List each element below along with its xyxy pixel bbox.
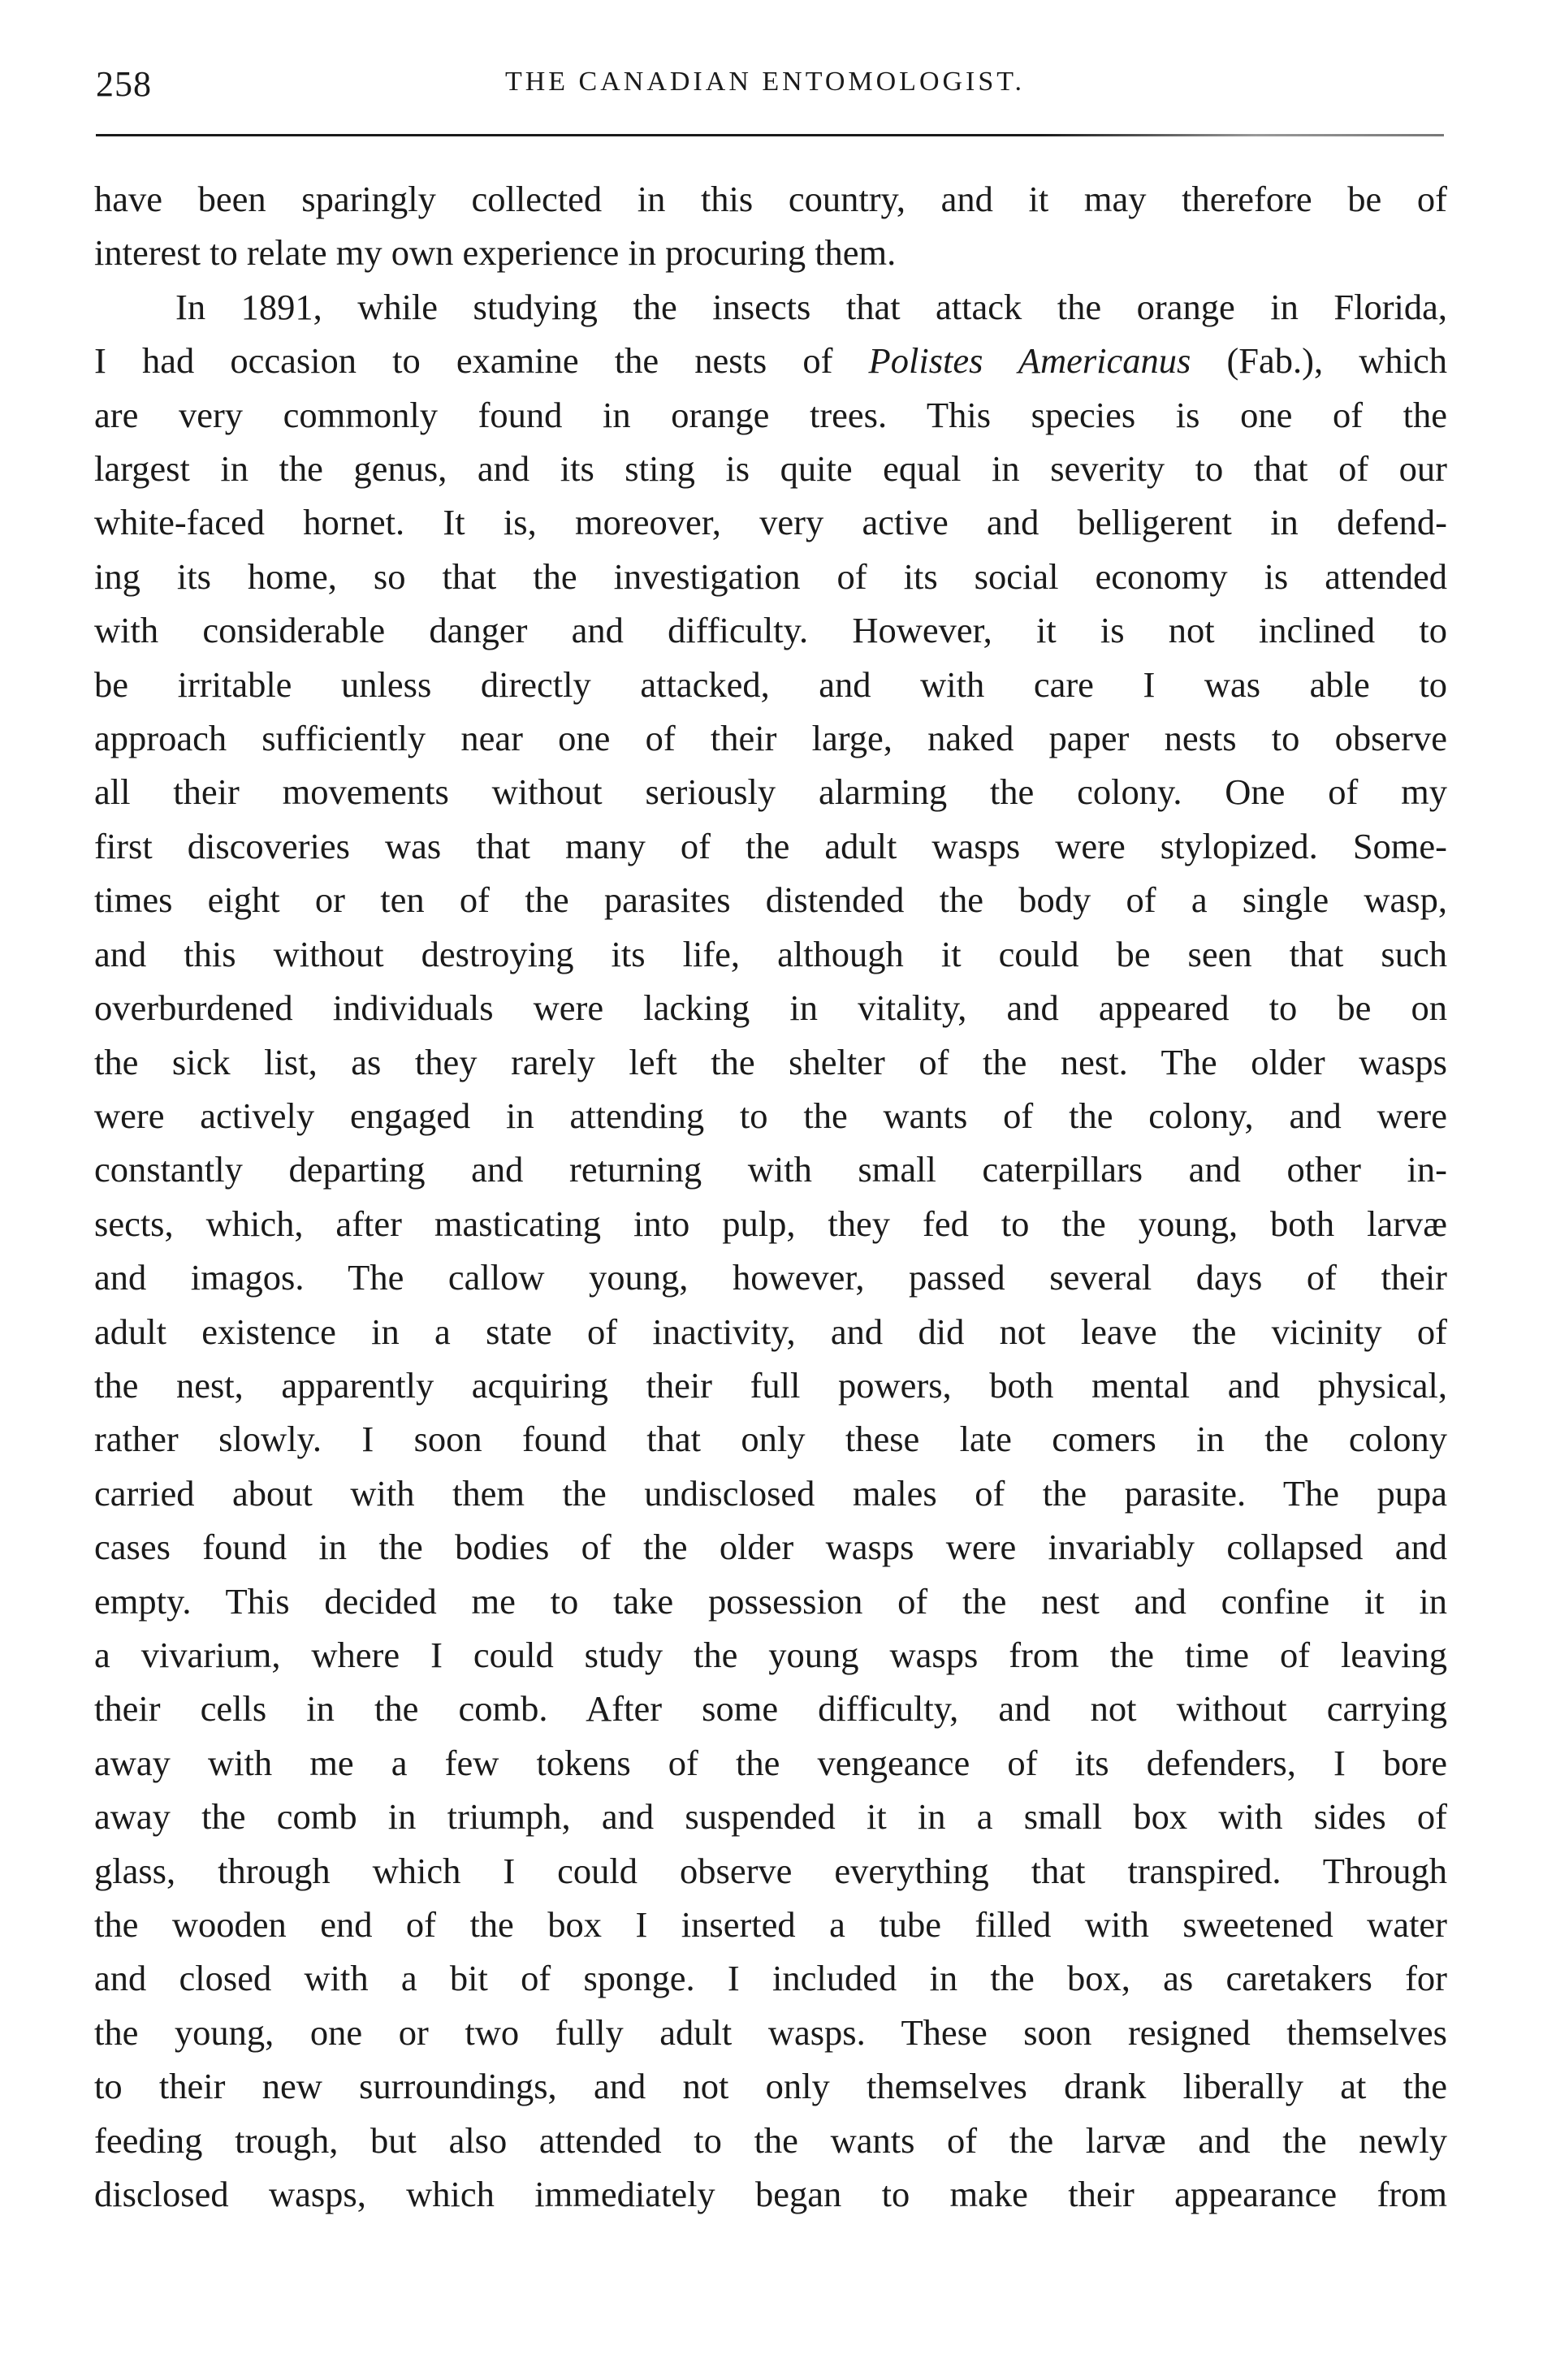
text-segment: In 1891, while studying the insects that attack the orange in Florida, (175, 286, 1447, 327)
text-segment: first discoveries was that many of the adult wasps were stylopized. Some- (94, 825, 1447, 866)
text-segment: carried about with them the undisclosed males of the parasite. The pupa (94, 1472, 1447, 1514)
text-line (94, 442, 1447, 495)
text-line (94, 1736, 1447, 1790)
text-segment: sects, which, after masticating into pulp, they fed to the young, both larvæ (94, 1203, 1447, 1244)
text-line (94, 765, 1447, 819)
text-line (94, 1898, 1447, 1951)
text-segment: the nest, apparently acquiring their full powers, both mental and physical, (94, 1364, 1447, 1406)
text-line (94, 388, 1447, 442)
text-segment: glass, through which I could observe everything that transpired. Through (94, 1850, 1447, 1891)
text-line (94, 658, 1447, 711)
text-segment: the young, one or two fully adult wasps. These soon resigned themselves (94, 2011, 1447, 2053)
text-line (94, 1250, 1447, 1304)
text-line (94, 1305, 1447, 1358)
text-line (94, 2059, 1447, 2113)
text-line (94, 603, 1447, 657)
text-segment: and closed with a bit of sponge. I included in the box, as caretakers for (94, 1958, 1447, 1999)
text-segment: interest to relate my own experience in procuring them. (94, 232, 897, 274)
text-line (94, 226, 1447, 279)
text-line (94, 1951, 1447, 2005)
text-line (94, 1574, 1447, 1628)
text-segment: the sick list, as they rarely left the shelter of the nest. The older wasps (94, 1041, 1447, 1082)
text-segment: constantly departing and returning with small caterpillars and other in- (94, 1149, 1447, 1190)
text-line (94, 1142, 1447, 1196)
page-number: 258 (96, 64, 152, 104)
text-segment: are very commonly found in orange trees. This species is one of the (94, 394, 1447, 435)
text-segment: adult existence in a state of inactivity, and did not leave the vicinity of (94, 1311, 1447, 1352)
text-line (94, 1844, 1447, 1898)
text-segment: largest in the genus, and its sting is quite equal in severity to that of our (94, 448, 1447, 490)
text-segment: (Fab.), which (1191, 340, 1447, 382)
text-segment: cases found in the bodies of the older wasps were invariably collapsed and (94, 1527, 1447, 1568)
text-segment: to their new surroundings, and not only themselves drank liberally at the (94, 2066, 1447, 2107)
text-line (94, 1520, 1447, 1574)
text-line (94, 172, 1447, 226)
header-rule (96, 134, 1444, 136)
text-line (94, 873, 1447, 927)
italic-text: Polistes Americanus (868, 340, 1191, 382)
text-segment: rather slowly. I soon found that only these late comers in the colony (94, 1419, 1447, 1460)
text-line (94, 550, 1447, 603)
text-segment: be irritable unless directly attacked, and with care I was able to (94, 663, 1447, 705)
running-title: THE CANADIAN ENTOMOLOGIST. (504, 67, 1026, 97)
text-line (94, 1197, 1447, 1250)
text-line (94, 334, 1447, 387)
text-line (94, 819, 1447, 873)
text-segment: and imagos. The callow young, however, passed several days of their (94, 1257, 1447, 1298)
text-segment: times eight or ten of the parasites distended the body of a single wasp, (94, 879, 1447, 921)
text-line (94, 1790, 1447, 1843)
text-segment: disclosed wasps, which immediately began to make their appearance from (94, 2174, 1447, 2215)
text-line (94, 1089, 1447, 1142)
text-segment: the wooden end of the box I inserted a tube filled with sweetened water (94, 1904, 1447, 1945)
text-segment: feeding trough, but also attended to the wants of the larvæ and the newly (94, 2119, 1447, 2161)
text-line (94, 1358, 1447, 1412)
text-segment: a vivarium, where I could study the young wasps from the time of leaving (94, 1634, 1447, 1675)
text-segment: overburdened individuals were lacking in vitality, and appeared to be on (94, 987, 1447, 1029)
text-segment: with considerable danger and difficulty. However, it is not inclined to (94, 610, 1447, 651)
text-segment: and this without destroying its life, although it could be seen that such (94, 933, 1447, 974)
text-line (94, 1035, 1447, 1089)
text-segment: empty. This decided me to take possession of the nest and confine it in (94, 1580, 1447, 1622)
text-line (94, 2167, 1447, 2221)
text-line (94, 495, 1447, 549)
text-segment: ing its home, so that the investigation of its social economy is attended (94, 555, 1447, 597)
text-line (94, 927, 1447, 981)
text-segment: were actively engaged in attending to the wants of the colony, and were (94, 1095, 1447, 1136)
page-header (96, 63, 1434, 112)
text-segment: all their movements without seriously alarming the colony. One of my (94, 771, 1447, 813)
text-line (94, 280, 1447, 334)
text-line (94, 1628, 1447, 1682)
text-segment: have been sparingly collected in this country, and it may therefore be of (94, 179, 1447, 219)
text-line (94, 1466, 1447, 1520)
text-line (94, 711, 1447, 765)
text-segment: approach sufficiently near one of their large, naked paper nests to observe (94, 718, 1447, 759)
text-segment: I had occasion to examine the nests of (94, 340, 869, 382)
text-line (94, 981, 1447, 1035)
body-text (94, 172, 1447, 2221)
text-segment: their cells in the comb. After some difficulty, and not without carrying (94, 1688, 1447, 1730)
text-line (94, 2114, 1447, 2167)
text-line (94, 1412, 1447, 1466)
text-segment: away with me a few tokens of the vengeance of its defenders, I bore (94, 1742, 1447, 1783)
text-segment: away the comb in triumph, and suspended it in a small box with sides of (94, 1796, 1447, 1838)
text-line (94, 2006, 1447, 2059)
text-line (94, 1682, 1447, 1735)
text-segment: white-faced hornet. It is, moreover, very active and belligerent in defend- (94, 502, 1447, 543)
